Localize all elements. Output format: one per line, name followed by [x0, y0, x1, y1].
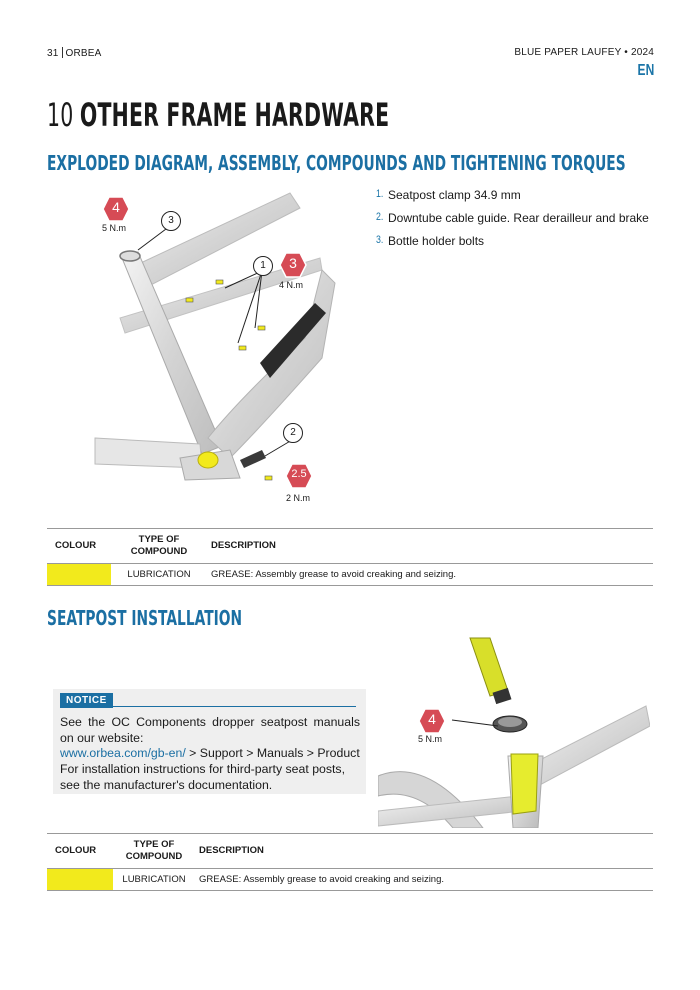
top-tube [528, 706, 650, 786]
seat-clamp-inner [498, 717, 522, 727]
torque-label: 2.5 [291, 468, 307, 480]
document-title: BLUE PAPER LAUFEY • 2024 [514, 47, 654, 58]
torque-callout-seat-clamp [418, 708, 446, 744]
colour-swatch [47, 564, 111, 586]
section-title [47, 96, 389, 134]
grease-bottom-bracket [198, 452, 218, 468]
language-badge: EN [637, 62, 654, 79]
compound-description: GREASE: Assembly grease to avoid creaking and seizing. [199, 874, 445, 885]
notice-text-1: See the OC Components dropper seatpost manuals on our website: [60, 715, 360, 745]
torque-callout-guide [285, 463, 313, 503]
torque-value: 2 N.m [286, 493, 311, 503]
ref-circle-1: 1 [253, 256, 273, 276]
page-header-left [47, 47, 102, 59]
col-type: TYPE OF COMPOUND [125, 839, 183, 862]
page-number: 31 [47, 48, 59, 59]
colour-swatch [47, 869, 113, 891]
torque-value: 5 N.m [102, 223, 127, 233]
section-title-text: OTHER FRAME HARDWARE [79, 96, 390, 134]
downtube-cable-guide [240, 450, 266, 468]
dropper-post-lower [511, 754, 538, 814]
exploded-diagram-heading: EXPLODED DIAGRAM, ASSEMBLY, COMPOUNDS AND TIGHTENING TORQUES [47, 151, 626, 175]
frame-exploded-diagram [90, 188, 350, 510]
torque-callout-bolts [279, 252, 307, 290]
torque-label: 4 [112, 199, 120, 215]
torque-callout-clamp [102, 196, 130, 233]
torque-value: 5 N.m [418, 734, 443, 744]
notice-box [53, 689, 366, 794]
compound-table [47, 528, 653, 586]
col-colour: COLOUR [55, 845, 97, 856]
parts-legend [376, 188, 666, 257]
col-description: DESCRIPTION [199, 845, 264, 856]
torque-label: 4 [428, 711, 436, 727]
seat-tube [122, 252, 222, 454]
brand-name: ORBEA [65, 48, 102, 59]
ref-circle-2: 2 [283, 423, 303, 443]
notice-link-line: www.orbea.com/gb-en/ > Support > Manuals > Product [60, 746, 360, 760]
orbea-manuals-link[interactable]: www.orbea.com/gb-en/ [60, 746, 186, 760]
legend-item: 2. Downtube cable guide. Rear derailleur and brake [376, 211, 649, 225]
torque-value: 4 N.m [279, 280, 304, 290]
section-number: 10 [47, 96, 74, 134]
seatpost-heading: SEATPOST INSTALLATION [47, 606, 243, 630]
notice-tag: NOTICE [60, 693, 113, 708]
notice-text-3: For installation instructions for third-party seat posts, see the manufacturer's documentation. [60, 762, 345, 792]
col-description: DESCRIPTION [211, 540, 276, 551]
compound-description: GREASE: Assembly grease to avoid creaking and seizing. [211, 569, 457, 580]
compound-type: LUBRICATION [127, 569, 191, 580]
legend-item: 1. Seatpost clamp 34.9 mm [376, 188, 521, 202]
col-colour: COLOUR [55, 540, 97, 551]
dropper-post-upper [470, 638, 508, 696]
compound-table-seatpost [47, 833, 653, 891]
ref-circle-3: 3 [161, 211, 181, 231]
seat-clamp [120, 251, 140, 261]
col-type: TYPE OF COMPOUND [130, 534, 188, 557]
torque-label: 3 [289, 255, 297, 271]
legend-item: 3. Bottle holder bolts [376, 234, 485, 248]
compound-type: LUBRICATION [122, 874, 186, 885]
